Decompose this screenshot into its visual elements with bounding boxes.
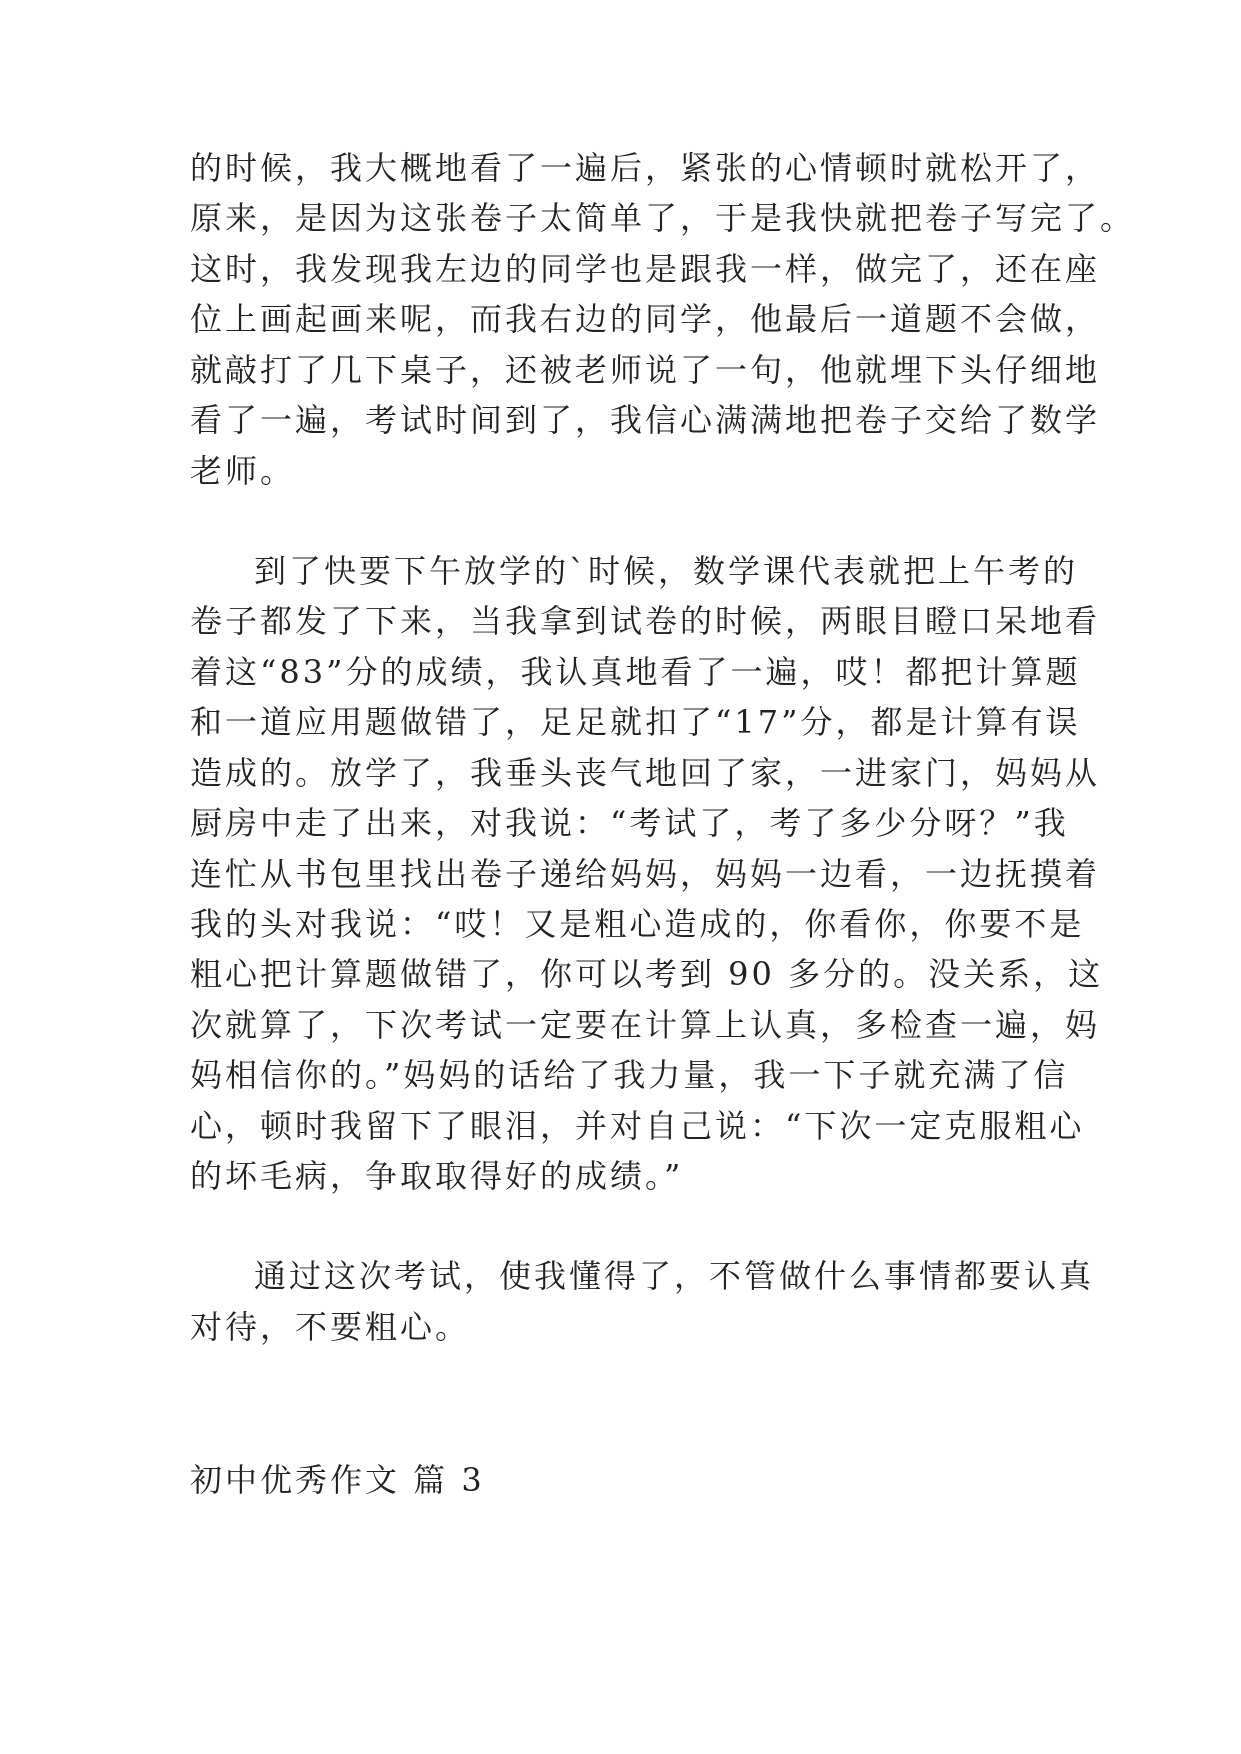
text-line: 的时候，我大概地看了一遍后，紧张的心情顿时就松开了， [190,149,1101,187]
text-line: 造成的。放学了，我垂头丧气地回了家，一进家门，妈妈从 [190,754,1101,792]
text-line: 这时，我发现我左边的同学也是跟我一样，做完了，还在座 [190,250,1101,288]
text-line: 原来，是因为这张卷子太简单了，于是我快就把卷子写完了。 [190,199,1136,237]
text-line: 位上画起画来呢，而我右边的同学，他最后一道题不会做， [190,300,1101,338]
text-line: 和一道应用题做错了，足足就扣了“17”分，都是计算有误 [190,703,1081,741]
text-line: 通过这次考试，使我懂得了，不管做什么事情都要认真 [254,1257,1095,1295]
text-line: 着这“83”分的成绩，我认真地看了一遍，哎！都把计算题 [190,653,1081,691]
text-line: 我的头对我说：“哎！又是粗心造成的，你看你，你要不是 [190,905,1085,943]
text-line: 老师。 [190,452,296,490]
text-line: 粗心把计算题做错了，你可以考到 90 多分的。没关系，这 [190,955,1104,993]
text-line: 卷子都发了下来，当我拿到试卷的时候，两眼目瞪口呆地看 [190,602,1101,640]
section-title: 初中优秀作文 篇 3 [190,1461,485,1499]
text-line: 妈相信你的。”妈妈的话给了我力量，我一下子就充满了信 [190,1056,1069,1094]
text-line: 看了一遍，考试时间到了，我信心满满地把卷子交给了数学 [190,401,1101,439]
text-line: 连忙从书包里找出卷子递给妈妈，妈妈一边看，一边抚摸着 [190,855,1101,893]
text-line: 心，顿时我留下了眼泪，并对自己说：“下次一定克服粗心 [190,1107,1085,1145]
text-line: 的坏毛病，争取取得好的成绩。” [190,1157,684,1195]
text-line: 到了快要下午放学的`时候，数学课代表就把上午考的 [254,552,1079,590]
text-line: 对待，不要粗心。 [190,1308,471,1346]
text-line: 就敲打了几下桌子，还被老师说了一句，他就埋下头仔细地 [190,351,1101,389]
text-line: 次就算了，下次考试一定要在计算上认真，多检查一遍，妈 [190,1006,1101,1044]
text-line: 厨房中走了出来，对我说：“考试了，考了多少分呀？”我 [190,804,1069,842]
